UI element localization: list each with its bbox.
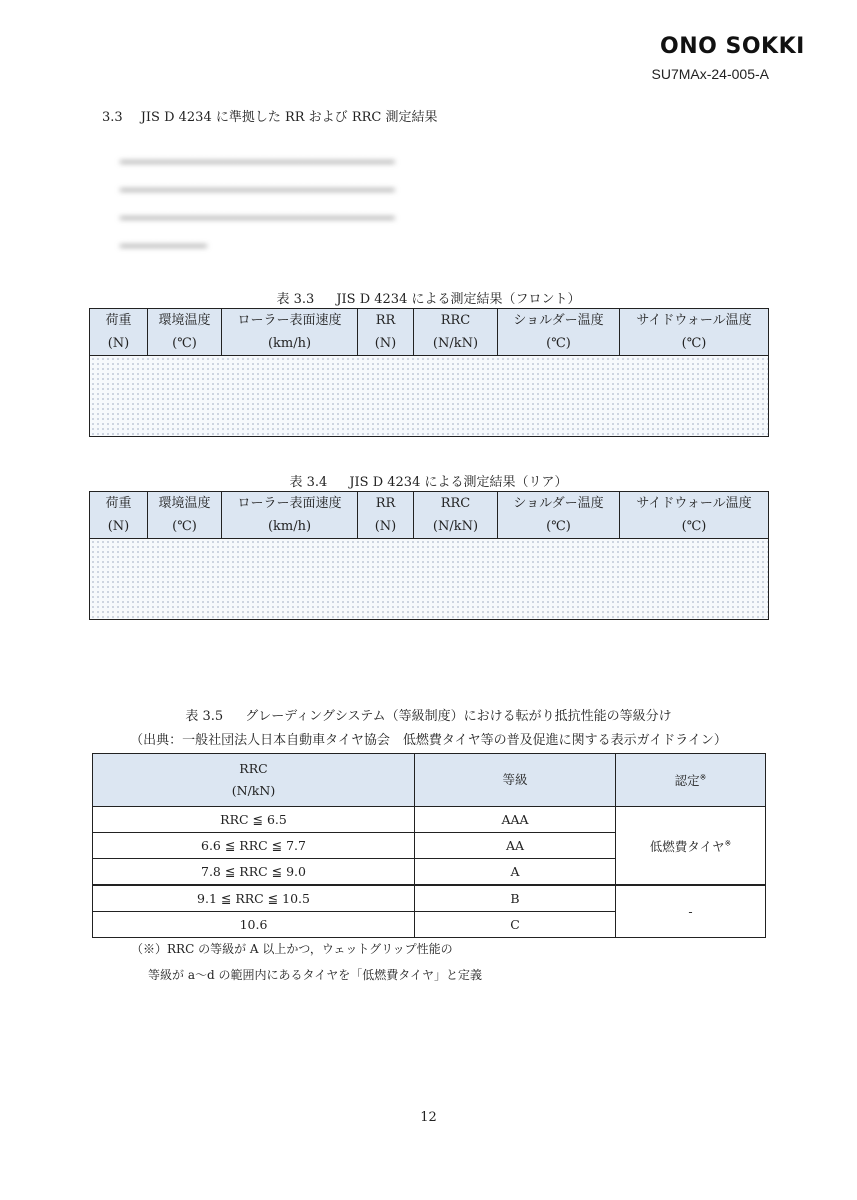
document-id: SU7MAx-24-005-A: [651, 66, 769, 82]
table-row: [90, 539, 769, 620]
section-title: JIS D 4234 に準拠した RR および RRC 測定結果: [140, 110, 438, 125]
rrc-range: 6.6 ≦ RRC ≦ 7.7: [93, 833, 415, 859]
grade-value: A: [415, 859, 616, 886]
table-rear-number: 表 3.4: [289, 475, 328, 490]
table-front-title: JIS D 4234 による測定結果（フロント）: [336, 292, 581, 307]
table-grade-title: グレーディングシステム（等級制度）における転がり抵抗性能の等級分け: [245, 709, 672, 724]
rrc-range: 10.6: [93, 912, 415, 938]
table-rear-header-row: [90, 492, 769, 539]
column-header: RR (N): [358, 492, 414, 539]
column-header: 荷重 (N): [90, 492, 148, 539]
table-front-number: 表 3.3: [276, 292, 315, 307]
table-rear-title: JIS D 4234 による測定結果（リア）: [349, 475, 568, 490]
cert-low-fuel: 低燃費タイヤ※: [616, 807, 766, 886]
table-front: [89, 308, 769, 437]
table-rear: [89, 491, 769, 620]
redacted-data-cell: [90, 356, 769, 437]
column-header: ローラー表面速度 (km/h): [222, 309, 358, 356]
column-header-rrc: RRC (N/kN): [93, 754, 415, 807]
column-header-grade: 等級: [415, 754, 616, 807]
cert-none: -: [616, 885, 766, 938]
page-number: 12: [420, 1110, 437, 1125]
column-header: ショルダー温度 (℃): [498, 492, 620, 539]
redacted-paragraph: ━━━━━━━━━━━━━━━━━━━━━━━━━━━━━━━━━━━━━━ ━━━━━━━━━━━━━━━━━━━━━━━━━━━━━━━━━━━━━━ ━━━━━━━━━━━━━━━━━━━━━━━━━━━━━━━━━━━━━━ ━━━━━━━━━━━━: [120, 155, 395, 253]
column-header: ショルダー温度 (℃): [498, 309, 620, 356]
table-grade-number: 表 3.5: [185, 709, 224, 724]
table-front-caption: [0, 288, 857, 307]
rrc-range: RRC ≦ 6.5: [93, 807, 415, 833]
company-logo: ONO SOKKI: [660, 34, 805, 59]
grade-value: C: [415, 912, 616, 938]
section-number: 3.3: [102, 110, 123, 125]
footnote-line-2: 等級が a～d の範囲内にあるタイヤを「低燃費タイヤ」と定義: [148, 968, 482, 982]
column-header: RRC (N/kN): [414, 492, 498, 539]
column-header: RR (N): [358, 309, 414, 356]
column-header: 環境温度 (℃): [148, 309, 222, 356]
section-heading: [102, 106, 437, 125]
table-grade-header-row: [93, 754, 766, 807]
table-rear-caption: [0, 471, 857, 490]
table-row: [93, 885, 766, 912]
table-grade-caption: [0, 705, 857, 724]
column-header: RRC (N/kN): [414, 309, 498, 356]
column-header-cert: 認定※: [616, 754, 766, 807]
table-grade-source: （出典：一般社団法人日本自動車タイヤ協会 低燃費タイヤ等の普及促進に関する表示ガイドライン）: [130, 733, 727, 748]
table-front-header-row: [90, 309, 769, 356]
column-header: サイドウォール温度 (℃): [620, 492, 769, 539]
grade-value: B: [415, 885, 616, 912]
table-grade: [92, 753, 766, 938]
column-header: 環境温度 (℃): [148, 492, 222, 539]
table-row: [93, 807, 766, 833]
table-row: [90, 356, 769, 437]
footnote-line-1: （※）RRC の等級が A 以上かつ，ウェットグリップ性能の: [131, 942, 453, 956]
redacted-data-cell: [90, 539, 769, 620]
rrc-range: 9.1 ≦ RRC ≦ 10.5: [93, 885, 415, 912]
column-header: サイドウォール温度 (℃): [620, 309, 769, 356]
rrc-range: 7.8 ≦ RRC ≦ 9.0: [93, 859, 415, 886]
column-header: ローラー表面速度 (km/h): [222, 492, 358, 539]
grade-value: AA: [415, 833, 616, 859]
grade-value: AAA: [415, 807, 616, 833]
column-header: 荷重 (N): [90, 309, 148, 356]
